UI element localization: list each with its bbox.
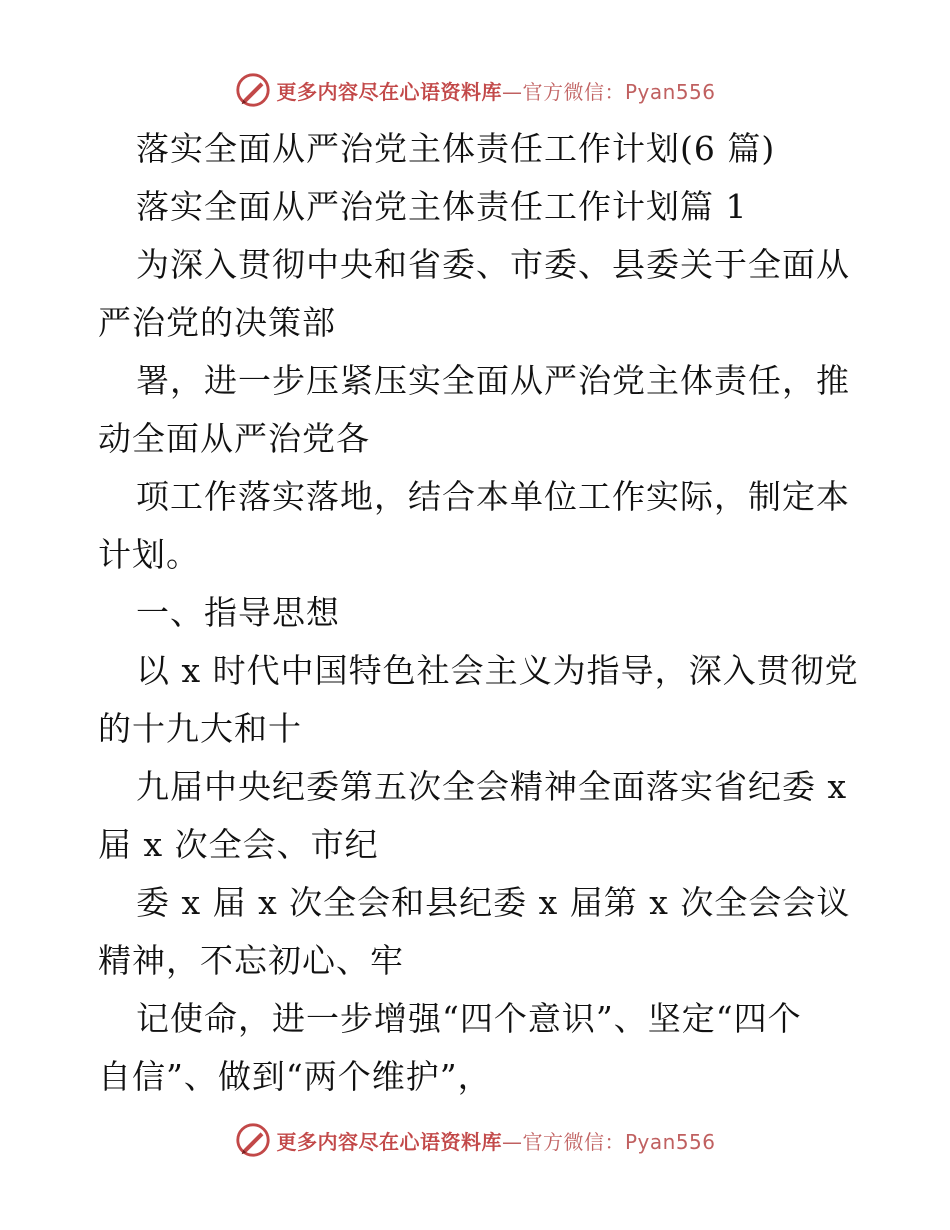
text-line: 项工作落实落地，结合本单位工作实际，制定本 bbox=[136, 477, 850, 516]
text-line: 自信”、做到“两个维护”， bbox=[98, 1057, 492, 1096]
banner-account: Pyan556 bbox=[624, 79, 716, 104]
banner-site-text: 更多内容尽在心语资料库 bbox=[276, 1129, 502, 1154]
text-line: 落实全面从严治党主体责任工作计划篇 1 bbox=[136, 187, 748, 226]
banner-official-text: 官方微信： bbox=[522, 79, 625, 104]
text-line: 的十九大和十 bbox=[98, 709, 302, 748]
banner-official-text: 官方微信： bbox=[522, 1129, 625, 1154]
text-line: 以 x 时代中国特色社会主义为指导，深入贯彻党 bbox=[136, 651, 859, 690]
header-banner bbox=[0, 70, 950, 110]
text-line: 落实全面从严治党主体责任工作计划(6 篇) bbox=[136, 129, 776, 168]
banner-text bbox=[276, 1126, 715, 1155]
text-line: 九届中央纪委第五次全会精神全面落实省纪委 x bbox=[136, 767, 848, 806]
text-line: 署，进一步压紧压实全面从严治党主体责任，推 bbox=[136, 361, 850, 400]
pen-logo-icon bbox=[234, 71, 272, 109]
text-line: 一、指导思想 bbox=[136, 593, 340, 632]
text-line: 记使命，进一步增强“四个意识”、坚定“四个 bbox=[136, 999, 802, 1038]
text-line: 委 x 届 x 次全会和县纪委 x 届第 x 次全会会议 bbox=[136, 883, 851, 922]
banner-text bbox=[276, 76, 715, 105]
text-line: 为深入贯彻中央和省委、市委、县委关于全面从 bbox=[136, 245, 850, 284]
text-line: 严治党的决策部 bbox=[98, 303, 336, 342]
banner-site-text: 更多内容尽在心语资料库 bbox=[276, 79, 502, 104]
text-line: 精神，不忘初心、牢 bbox=[98, 941, 404, 980]
text-line: 计划。 bbox=[98, 535, 200, 574]
footer-banner bbox=[0, 1120, 950, 1160]
banner-dash: — bbox=[501, 1129, 523, 1154]
text-line: 届 x 次全会、市纪 bbox=[98, 825, 379, 864]
document-body bbox=[98, 120, 858, 1106]
banner-account: Pyan556 bbox=[624, 1129, 716, 1154]
pen-logo-icon bbox=[234, 1121, 272, 1159]
banner-dash: — bbox=[501, 79, 523, 104]
text-line: 动全面从严治党各 bbox=[98, 419, 370, 458]
